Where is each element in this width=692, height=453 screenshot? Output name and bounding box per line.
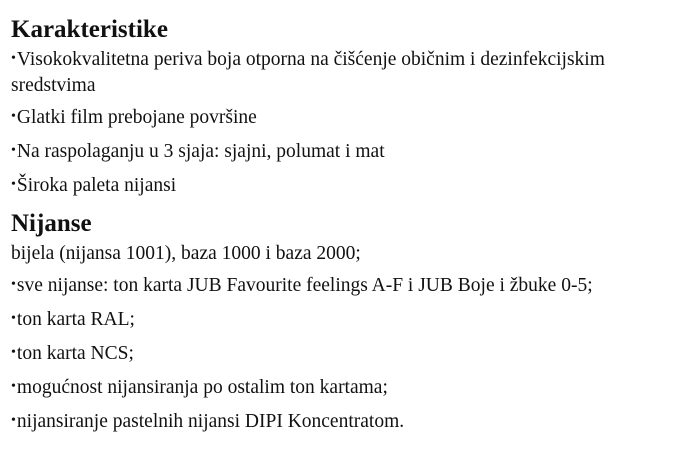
shades-item-text: ton karta NCS; — [16, 343, 134, 364]
shades-item — [11, 274, 681, 300]
bullet-icon: • — [11, 277, 16, 292]
characteristics-item-text: Na raspolaganju u 3 sjaja: sjajni, polumat i mat — [16, 141, 385, 162]
characteristics-item — [11, 174, 681, 200]
characteristics-item — [11, 48, 681, 98]
bullet-icon: • — [11, 413, 16, 428]
bullet-icon: • — [11, 345, 16, 360]
characteristics-heading: Karakteristike — [11, 16, 168, 43]
shades-item — [11, 410, 681, 436]
characteristics-item-text: Glatki film prebojane površine — [16, 107, 257, 128]
characteristics-item-text: Široka paleta nijansi — [16, 175, 177, 196]
bullet-icon: • — [11, 311, 16, 326]
shades-item — [11, 342, 681, 368]
shades-intro: bijela (nijansa 1001), baza 1000 i baza 2000; — [11, 243, 361, 264]
characteristics-item — [11, 106, 681, 132]
characteristics-item — [11, 140, 681, 166]
shades-item-text: nijansiranje pastelnih nijansi DIPI Koncentratom. — [16, 411, 405, 432]
shades-item — [11, 376, 681, 402]
characteristics-item-text: Visokokvalitetna periva boja otporna na čišćenje običnim i dezinfekcijskim sredstvima — [11, 49, 605, 96]
bullet-icon: • — [11, 177, 16, 192]
bullet-icon: • — [11, 109, 16, 124]
bullet-icon: • — [11, 51, 16, 66]
bullet-icon: • — [11, 379, 16, 394]
shades-item-text: sve nijanse: ton karta JUB Favourite feelings A-F i JUB Boje i žbuke 0-5; — [16, 275, 593, 296]
bullet-icon: • — [11, 143, 16, 158]
shades-item — [11, 308, 681, 334]
shades-heading: Nijanse — [11, 210, 92, 237]
shades-item-text: mogućnost nijansiranja po ostalim ton kartama; — [16, 377, 388, 398]
shades-item-text: ton karta RAL; — [16, 309, 135, 330]
